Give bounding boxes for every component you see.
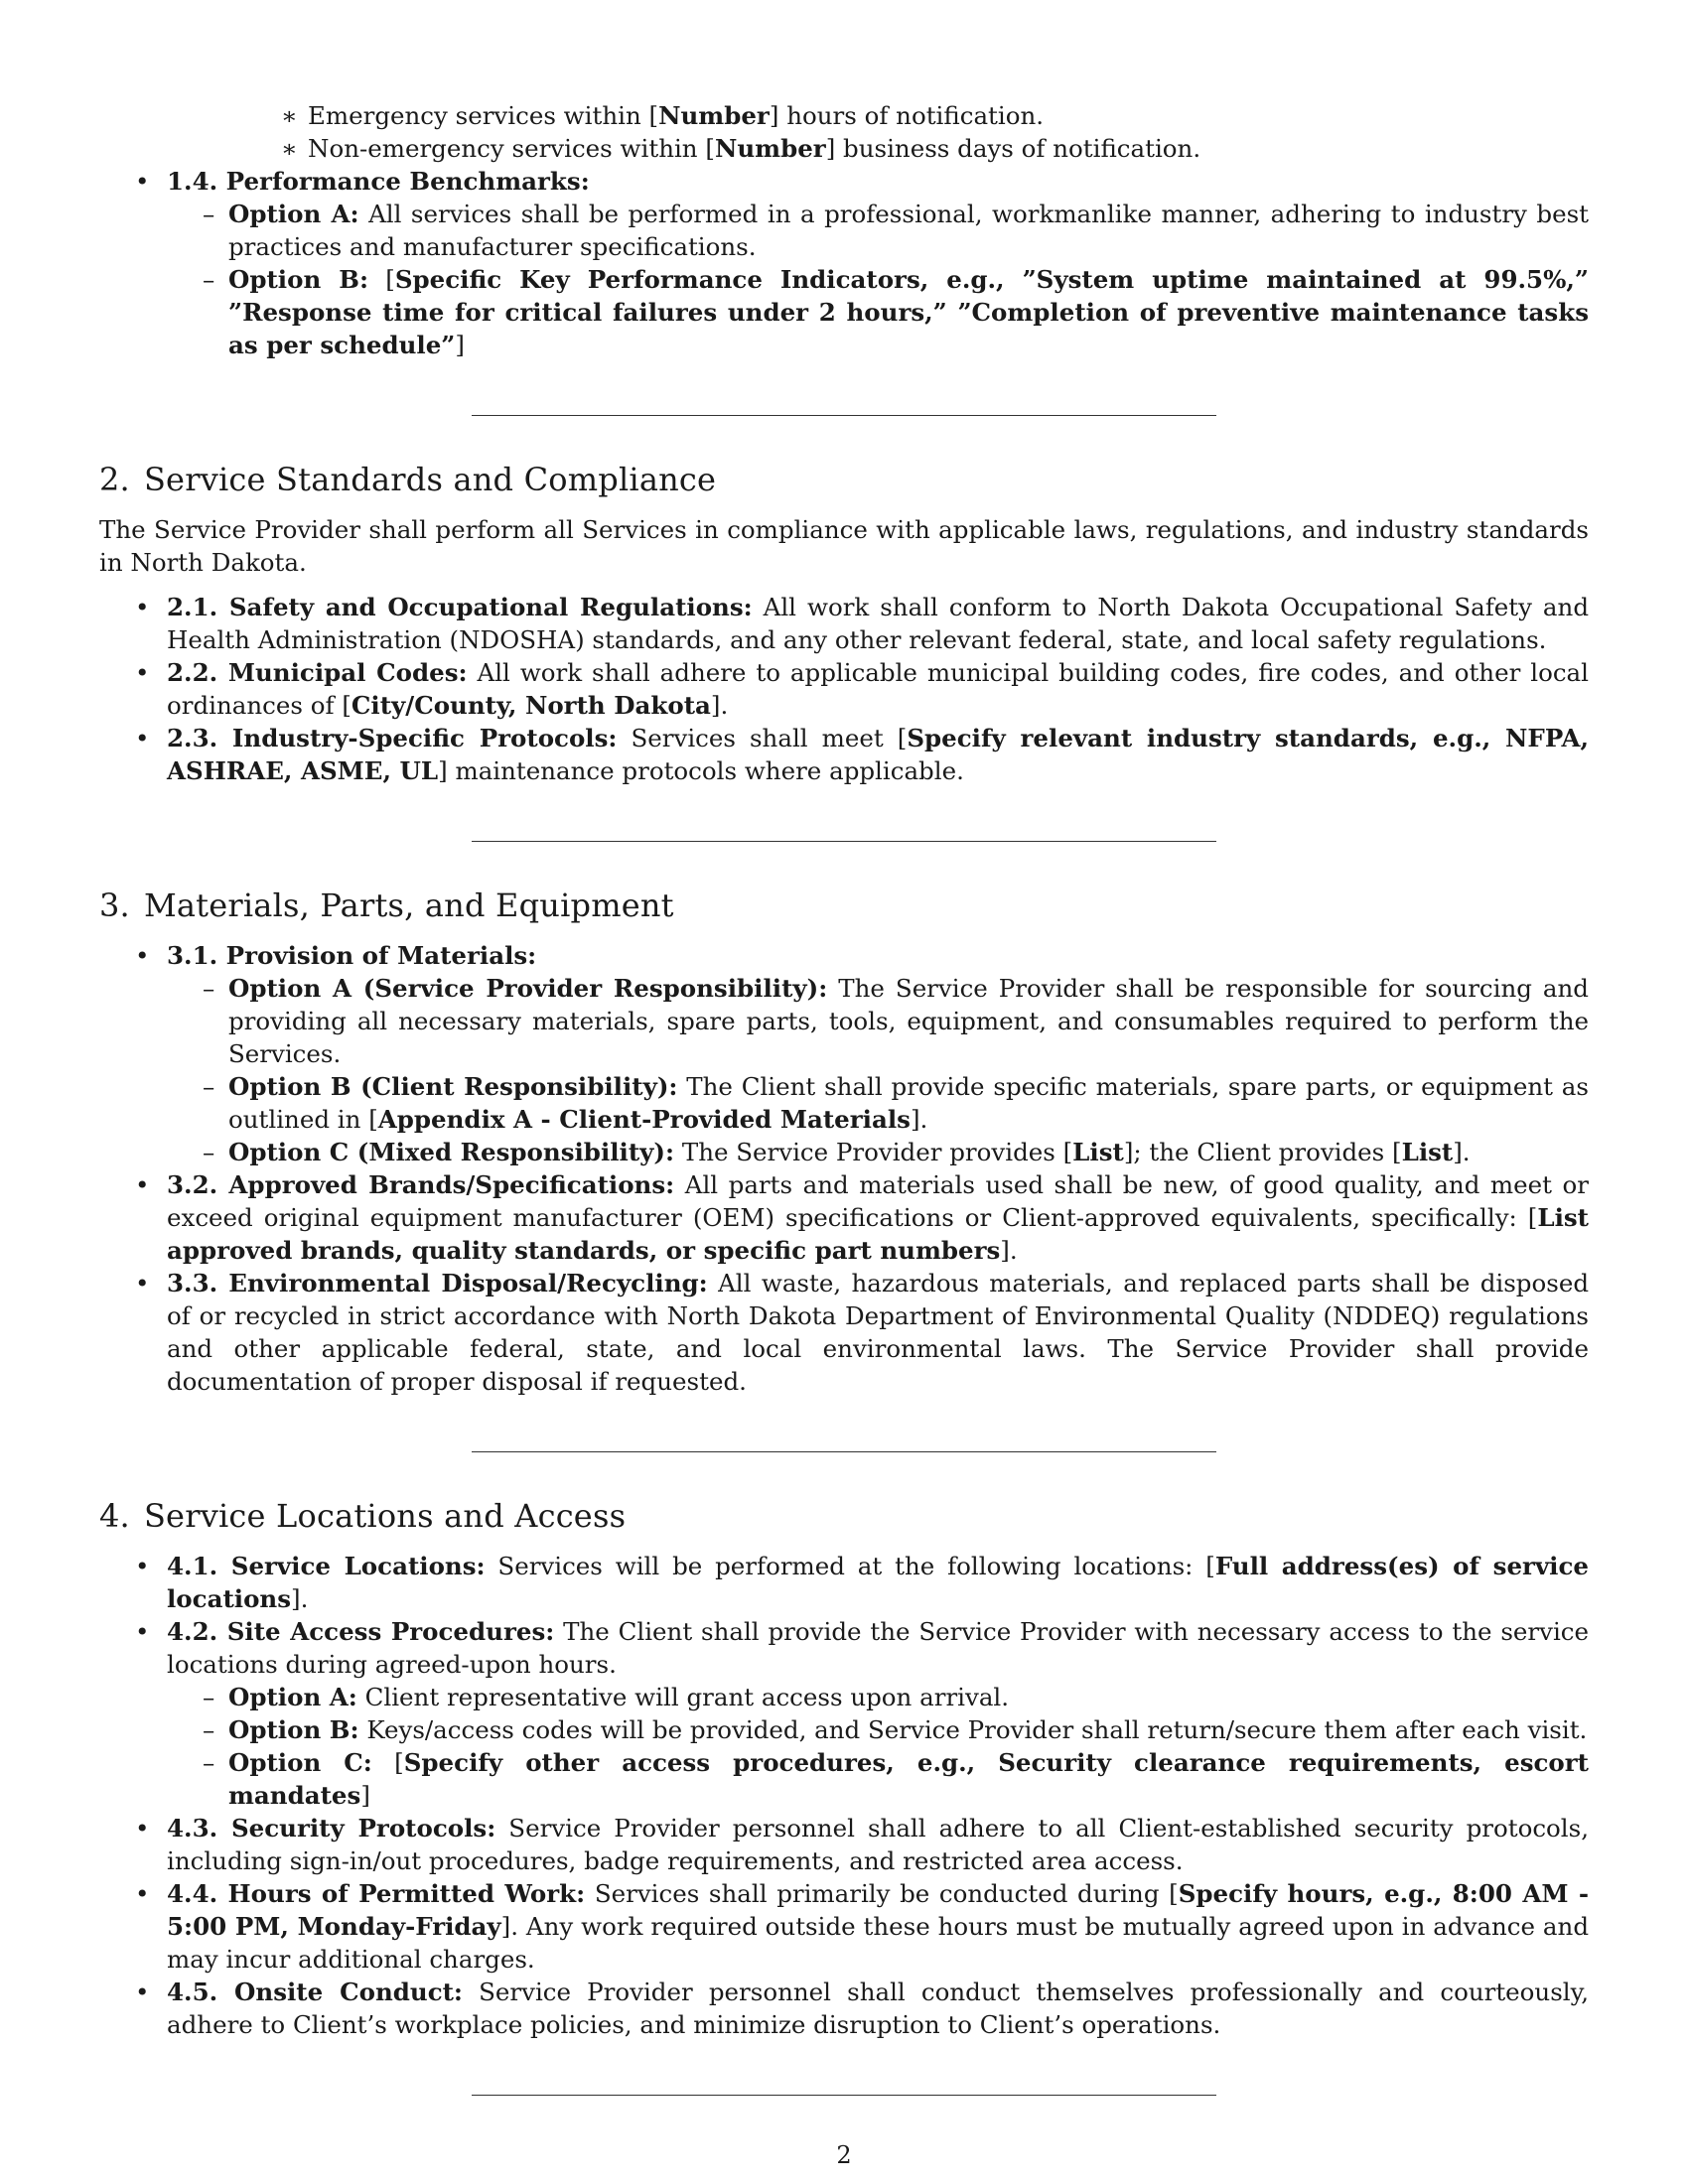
section-1-items — [99, 165, 1589, 361]
section-4-heading: 4. Service Locations and Access — [99, 1497, 627, 1535]
list-item: ∗ Non-emergency services within [Number] business days of notification. — [99, 132, 1589, 165]
option-c: – Option C: [Specify other access procedures, e.g., Security clearance requirements, escort mandates] — [167, 1746, 1589, 1812]
section-divider — [472, 1451, 1216, 1452]
response-time-subitems — [99, 99, 1589, 165]
option-a: – Option A: All services shall be performed in a professional, workmanlike manner, adhering to industry best practices and manufacturer specifications. — [167, 198, 1589, 263]
item-2-2: • 2.2. Municipal Codes: All work shall adhere to applicable municipal building codes, fire codes, and other local ordinances of [City/County, North Dakota]. — [99, 656, 1589, 722]
item-3-1: • 3.1. Provision of Materials: – Option A (Service Provider Responsibility): The Service Provider shall be responsible for sourcing and providing all necessary materials, spare parts, tools, equipment, and consumables required to perform the Services. – Option B (Client Responsibility): The Client shall provide specific materials, spare parts, or equipment as outlined in [Appendix A - Client-Provided Materials]. – Option C (Mixed Responsibility): The Service Provider provides [List]; the Client provides [List]. — [99, 939, 1589, 1168]
document-page — [99, 99, 1589, 2096]
option-a: – Option A (Service Provider Responsibility): The Service Provider shall be responsible for sourcing and providing all necessary materials, spare parts, tools, equipment, and consumables required to perform the Services. — [167, 972, 1589, 1070]
item-2-1: • 2.1. Safety and Occupational Regulations: All work shall conform to North Dakota Occupational Safety and Health Administration (NDOSHA) standards, and any other relevant federal, state, and local safety regulations. — [99, 591, 1589, 656]
item-4-3: • 4.3. Security Protocols: Service Provider personnel shall adhere to all Client-established security protocols, including sign-in/out procedures, badge requirements, and restricted area access. — [99, 1812, 1589, 1877]
section-2-heading: 2. Service Standards and Compliance — [99, 461, 717, 498]
section-2-intro: The Service Provider shall perform all Services in compliance with applicable laws, regulations, and industry standards in North Dakota. — [99, 515, 1589, 577]
section-3-heading: 3. Materials, Parts, and Equipment — [99, 887, 674, 924]
section-divider — [472, 841, 1216, 842]
page-number: 2 — [836, 2141, 852, 2169]
option-b: – Option B: [Specific Key Performance Indicators, e.g., ”System uptime maintained at 99.5%,” ”Response time for critical failures under 2 hours,” ”Completion of preventive maintenance tasks as per schedule”] — [167, 263, 1589, 361]
item-3-3: • 3.3. Environmental Disposal/Recycling: All waste, hazardous materials, and replaced parts shall be disposed of or recycled in strict accordance with North Dakota Department of Environmental Quality (NDDEQ) regulations and other applicable federal, state, and local environmental laws. The Service Provider shall provide documentation of proper disposal if requested. — [99, 1267, 1589, 1398]
item-4-2: • 4.2. Site Access Procedures: The Client shall provide the Service Provider with necessary access to the service locations during agreed-upon hours. – Option A: Client representative will grant access upon arrival. – Option B: Keys/access codes will be provided, and Service Provider shall return/secure them after each visit. – Option C: [Specify other access procedures, e.g., Security clearance requirements, escort mandates] — [99, 1615, 1589, 1812]
option-b: – Option B (Client Responsibility): The Client shall provide specific materials, spare parts, or equipment as outlined in [Appendix A - Client-Provided Materials]. — [167, 1070, 1589, 1136]
item-4-1: • 4.1. Service Locations: Services will be performed at the following locations: [Full address(es) of service locations]. — [99, 1550, 1589, 1615]
option-a: – Option A: Client representative will grant access upon arrival. — [167, 1681, 1589, 1713]
option-c: – Option C (Mixed Responsibility): The Service Provider provides [List]; the Client provides [List]. — [167, 1136, 1589, 1168]
item-1-4: • 1.4. Performance Benchmarks: – Option A: All services shall be performed in a professional, workmanlike manner, adhering to industry best practices and manufacturer specifications. – Option B: [Specific Key Performance Indicators, e.g., ”System uptime maintained at 99.5%,” ”Response time for critical failures under 2 hours,” ”Completion of preventive maintenance tasks as per schedule”] — [99, 165, 1589, 361]
section-2-items — [99, 591, 1589, 787]
option-b: – Option B: Keys/access codes will be provided, and Service Provider shall return/secure them after each visit. — [167, 1713, 1589, 1746]
section-3-items — [99, 939, 1589, 1398]
item-2-3: • 2.3. Industry-Specific Protocols: Services shall meet [Specify relevant industry standards, e.g., NFPA, ASHRAE, ASME, UL] maintenance protocols where applicable. — [99, 722, 1589, 787]
section-divider — [472, 2095, 1216, 2096]
item-4-4: • 4.4. Hours of Permitted Work: Services shall primarily be conducted during [Specify hours, e.g., 8:00 AM - 5:00 PM, Monday-Friday]. Any work required outside these hours must be mutually agreed upon in advance and may incur additional charges. — [99, 1877, 1589, 1976]
list-item: ∗ Emergency services within [Number] hours of notification. — [99, 99, 1589, 132]
section-4-items — [99, 1550, 1589, 2041]
item-4-5: • 4.5. Onsite Conduct: Service Provider personnel shall conduct themselves professionally and courteously, adhere to Client’s workplace policies, and minimize disruption to Client’s operations. — [99, 1976, 1589, 2041]
item-3-2: • 3.2. Approved Brands/Specifications: All parts and materials used shall be new, of good quality, and meet or exceed original equipment manufacturer (OEM) specifications or Client-approved equivalents, specifically: [List approved brands, quality standards, or specific part numbers]. — [99, 1168, 1589, 1267]
section-divider — [472, 415, 1216, 416]
